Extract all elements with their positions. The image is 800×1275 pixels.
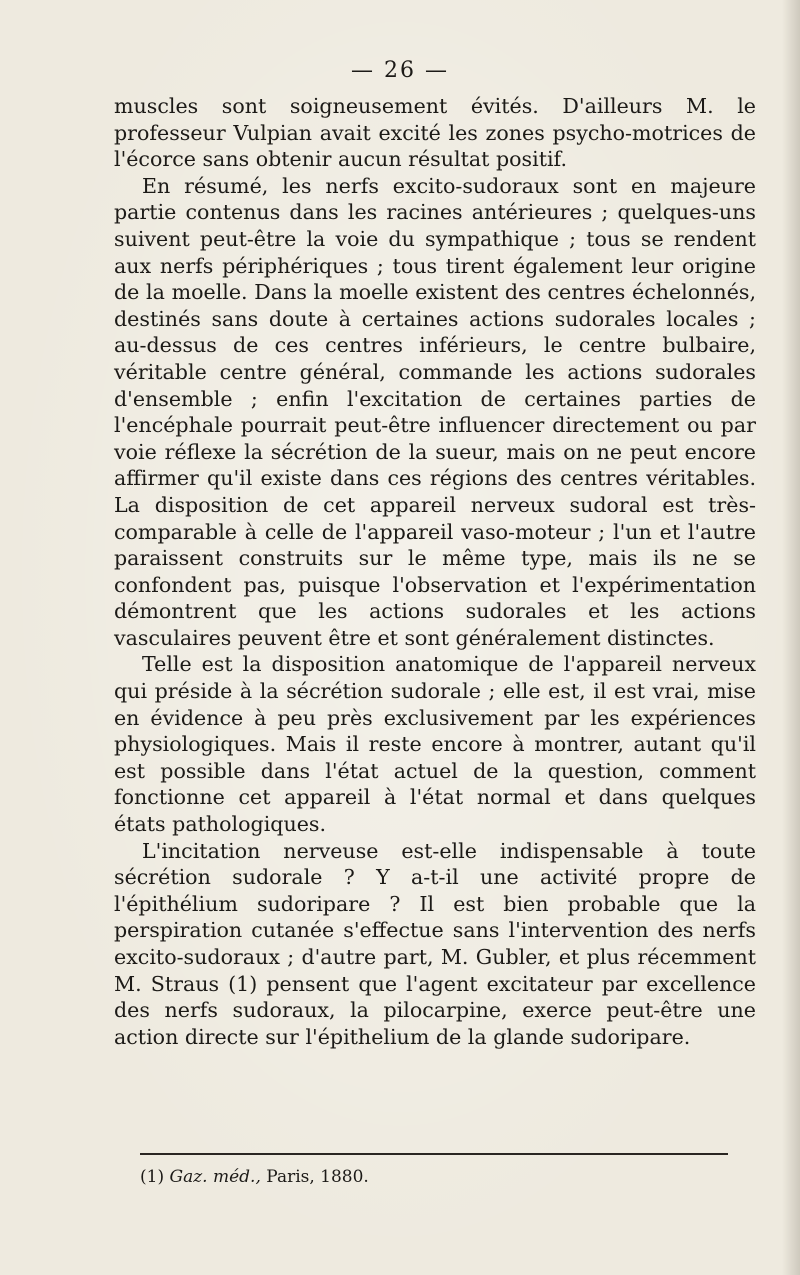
footnote-separator <box>140 1153 728 1155</box>
paragraph-3: Telle est la disposition anatomique de l'appareil nerveux qui préside à la sécrétion sudorale ; elle est, il est vrai, mise en évidence à peu près exclusivement par les expériences physiologiques. Mais il reste encore à montrer, autant qu'il est possible dans l'état actuel de la question, comment fonctionne cet appareil à l'état normal et dans quelques états pathologiques. <box>114 652 756 837</box>
footnote-place-year: Paris, 1880. <box>266 1167 369 1187</box>
footnote <box>140 1166 369 1188</box>
paragraph-1: muscles sont soigneusement évités. D'ailleurs M. le professeur Vulpian avait excité les zones psycho-motrices de l'écorce sans obtenir aucun résultat positif. <box>114 94 756 172</box>
page-number: — 26 — <box>351 58 449 83</box>
footnote-journal: Gaz. méd., <box>169 1167 261 1187</box>
footnote-marker: (1) <box>140 1167 165 1187</box>
paragraph-4: L'incitation nerveuse est-elle indispensable à toute sécrétion sudorale ? Y a-t-il une activité propre de l'épithélium sudoripare ? Il est bien probable que la perspiration cutanée s'effectue sans l'intervention des nerfs excito-sudoraux ; d'autre part, M. Gubler, et plus récemment M. Straus (1) pensent que l'agent excitateur par excellence des nerfs sudoraux, la pilocarpine, exerce peut-être une action directe sur l'épithelium de la glande sudoripare. <box>114 838 756 1049</box>
body-text <box>114 93 756 1050</box>
page-edge-shadow <box>782 0 800 1275</box>
paragraph-2: En résumé, les nerfs excito-sudoraux sont en majeure partie contenus dans les racines antérieures ; quelques-uns suivent peut-être la voie du sympathique ; tous se rendent aux nerfs périphériques ; tous tirent également leur origine de la moelle. Dans la moelle existent des centres échelonnés, destinés sans doute à certaines actions sudorales locales ; au-dessus de ces centres inférieurs, le centre bulbaire, véritable centre général, commande les actions sudorales d'ensemble ; enfin l'excitation de certaines parties de l'encéphale pourrait peut-être influencer directement ou par voie réflexe la sécrétion de la sueur, mais on ne peut encore affirmer qu'il existe dans ces régions des centres véritables. La disposition de cet appareil nerveux sudoral est très-comparable à celle de l'appareil vaso-moteur ; l'un et l'autre paraissent construits sur le même type, mais ils ne se confondent pas, puisque l'observation et l'expérimentation démontrent que les actions sudorales et les actions vasculaires peuvent être et sont généralement distinctes. <box>114 173 756 650</box>
